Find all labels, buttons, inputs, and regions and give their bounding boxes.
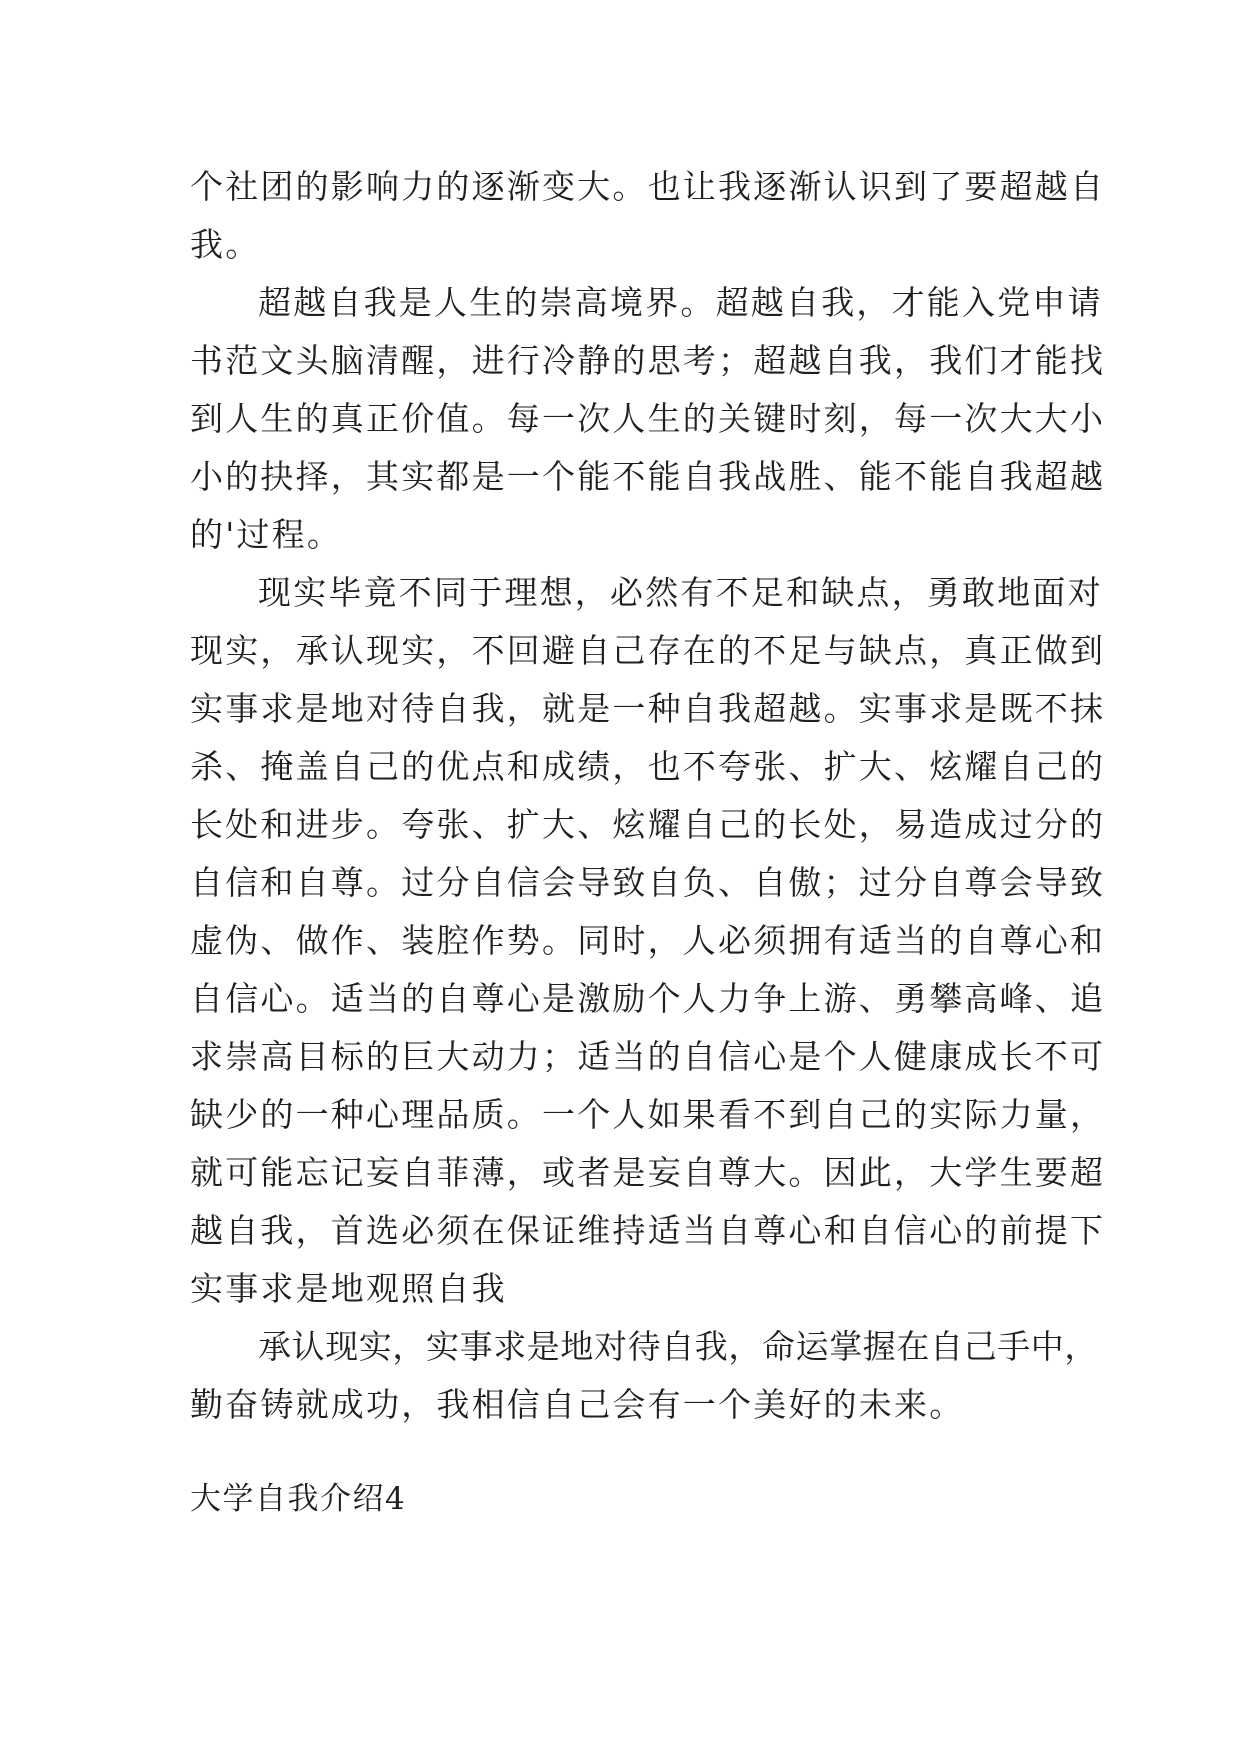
text-line: 杀、掩盖自己的优点和成绩，也不夸张、扩大、炫耀自己的 [190, 747, 1106, 786]
text-line: 小的抉择，其实都是一个能不能自我战胜、能不能自我超越 [190, 457, 1106, 496]
section-heading: 大学自我介绍4 [190, 1481, 407, 1517]
text-line: 现实，承认现实，不回避自己存在的不足与缺点，真正做到 [190, 631, 1106, 670]
text-line: 个社团的影响力的逐渐变大。也让我逐渐认识到了要超越自 [190, 167, 1106, 206]
text-line: 越自我，首选必须在保证维持适当自尊心和自信心的前提下 [190, 1211, 1106, 1250]
text-line: 自信和自尊。过分自信会导致自负、自傲；过分自尊会导致 [190, 863, 1106, 902]
text-line: 勤奋铸就成功，我相信自己会有一个美好的未来。 [190, 1385, 965, 1424]
paragraph-start-line: 承认现实，实事求是地对待自我，命运掌握在自己手中， [258, 1327, 1098, 1366]
paragraph-start-line: 超越自我是人生的崇高境界。超越自我，才能入党申请 [258, 283, 1103, 322]
text-line: 虚伪、做作、装腔作势。同时，人必须拥有适当的自尊心和 [190, 921, 1106, 960]
text-line: 缺少的一种心理品质。一个人如果看不到自己的实际力量， [190, 1095, 1106, 1134]
text-line: 就可能忘记妄自菲薄，或者是妄自尊大。因此，大学生要超 [190, 1153, 1106, 1192]
body-text [190, 158, 1106, 1434]
text-line: 的'过程。 [190, 515, 343, 554]
text-line: 我。 [190, 225, 261, 264]
text-line: 自信心。适当的自尊心是激励个人力争上游、勇攀高峰、追 [190, 979, 1106, 1018]
text-line: 实事求是地对待自我，就是一种自我超越。实事求是既不抹 [190, 689, 1106, 728]
paragraph-start-line: 现实毕竟不同于理想，必然有不足和缺点，勇敢地面对 [258, 573, 1103, 612]
text-line: 实事求是地观照自我 [190, 1269, 507, 1308]
text-line: 书范文头脑清醒，进行冷静的思考；超越自我，我们才能找 [190, 341, 1106, 380]
text-line: 求崇高目标的巨大动力；适当的自信心是个人健康成长不可 [190, 1037, 1106, 1076]
text-line: 长处和进步。夸张、扩大、炫耀自己的长处，易造成过分的 [190, 805, 1106, 844]
text-line: 到人生的真正价值。每一次人生的关键时刻，每一次大大小 [190, 399, 1106, 438]
